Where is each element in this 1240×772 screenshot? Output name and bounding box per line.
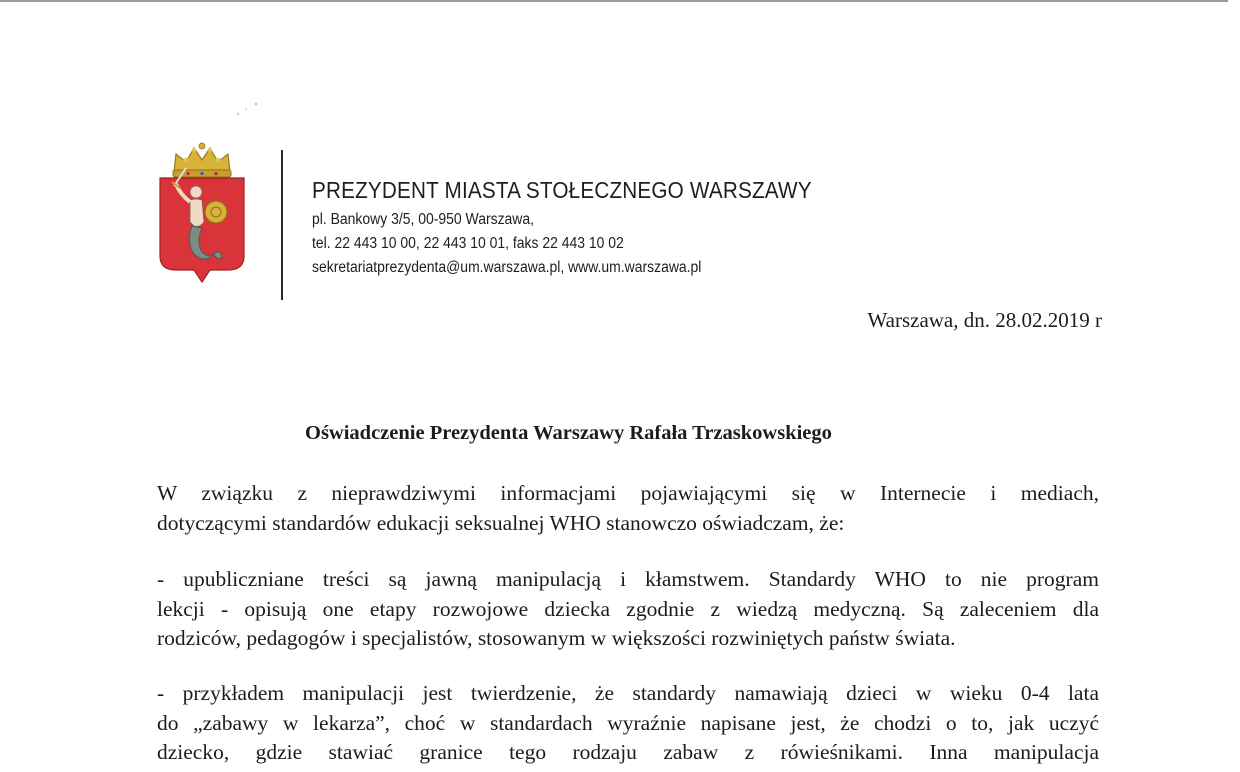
letterhead-address: pl. Bankowy 3/5, 00-950 Warszawa, <box>312 211 535 228</box>
paragraph-line: W związku z nieprawdziwymi informacjami pojawiającymi się w Internecie i mediach, <box>157 481 1099 505</box>
crown-icon <box>173 143 231 177</box>
letterhead <box>312 172 1012 280</box>
page-top-edge <box>0 0 1228 2</box>
paragraph-point-1 <box>157 565 1099 654</box>
paragraph-line: - przykładem manipulacji jest twierdzenie, że standardy namawiają dzieci w wieku 0-4 lata <box>157 681 1099 705</box>
paragraph-line: dziecko, gdzie stawiać granice tego rodzaju zabaw z rówieśnikami. Inna manipulacja <box>157 740 1099 764</box>
document-title: Oświadczenie Prezydenta Warszawy Rafała Trzaskowskiego <box>305 422 832 444</box>
letterhead-title: PREZYDENT MIASTA STOŁECZNEGO WARSZAWY <box>312 177 812 203</box>
paragraph-line: do „zabawy w lekarza”, choć w standardach wyraźnie napisane jest, że chodzi o to, jak uczyć <box>157 710 1099 735</box>
paragraph-line: dotyczącymi standardów edukacji seksualnej WHO stanowczo oświadczam, że: <box>157 510 845 535</box>
paragraph-intro <box>157 479 1099 538</box>
paragraph-point-2 <box>157 679 1099 768</box>
date-line: Warszawa, dn. 28.02.2019 r <box>867 308 1102 332</box>
letterhead-contact: sekretariatprezydenta@um.warszawa.pl, www.um.warszawa.pl <box>312 259 702 276</box>
paragraph-line: - upubliczniane treści są jawną manipulacją i kłamstwem. Standardy WHO to nie program <box>157 567 1099 591</box>
paragraph-line: rodziców, pedagogów i specjalistów, stosowanym w większości rozwiniętych państw świata. <box>157 626 956 650</box>
letterhead-phones: tel. 22 443 10 00, 22 443 10 01, faks 22 443 10 02 <box>312 235 624 252</box>
paragraph-line: lekcji - opisują one etapy rozwojowe dziecka zgodnie z wiedzą medyczną. Są zaleceniem dla <box>157 596 1099 621</box>
letterhead-divider <box>281 150 283 300</box>
paper-speck <box>232 100 262 120</box>
warsaw-coat-of-arms-icon <box>156 138 248 286</box>
